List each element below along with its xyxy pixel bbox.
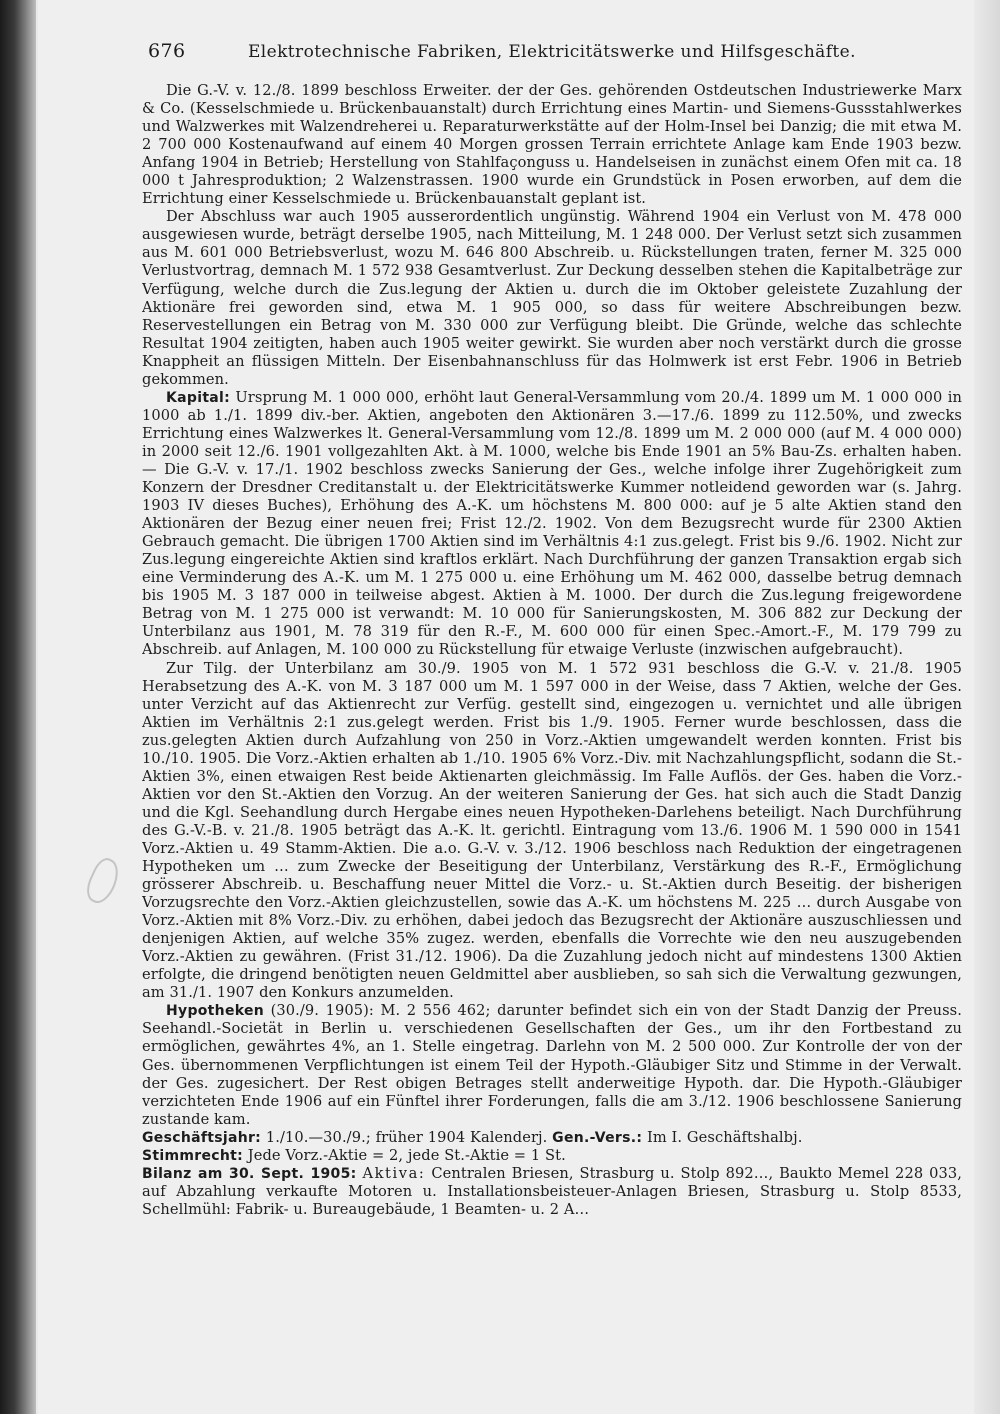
kapital-text: Ursprung M. 1 000 000, erhöht laut General-Versammlung vom 20./4. 1899 um M. 1 000 000 in 1000 ab 1./1. 1899 div.-ber. Aktien, angeboten den Aktionären 3.—17./6. 1899 zu 112.50%, und zwecks Errichtung eines Walzwerkes lt. General-Versammlung vom 12./8. 1899 um M. 2 000 000 (auf M. 4 000 000) in 2000 seit 12./6. 1901 vollgezahlten Akt. à M. 1000, welche bis Ende 1901 an 5% Bau-Zs. erhalten haben. — Die G.-V. v. 17./1. 1902 beschloss zwecks Sanierung der Ges., welche infolge ihrer Zugehörigkeit zum Konzern der Dresdner Creditanstalt u. der Elektricitätswerke Kummer notleidend geworden war (s. Jahrg. 1903 IV dieses Buches), Erhöhung des A.-K. um höchstens M. 800 000: auf je 5 alte Aktien stand den Aktionären der Bezug einer neuen frei; Frist 12./2. 1902. Von dem Bezugsrecht wurde für 2300 Aktien Gebrauch gemacht. Die übrigen 1700 Aktien sind im Verhältnis 4:1 zus.gelegt. Frist bis 9./6. 1902. Nicht zur Zus.legung eingereichte Aktien sind kraftlos erklärt. Nach Durchführung der ganzen Transaktion ergab sich eine Verminderung des A.-K. um M. 1 275 000 u. eine Erhöhung um M. 462 000, dasselbe betrug demnach bis 1905 M. 3 187 000 in teilweise abgest. Aktien à M. 1000. Der durch die Zus.legung freigewordene Betrag von M. 1 275 000 ist verwandt: M. 10 000 für Sanierungskosten, M. 306 882 zur Deckung der Unterbilanz aus 1901, M. 78 319 für den R.-F., M. 600 000 für einen Spec.-Amort.-F., M. 179 799 zu Abschreib. auf Anlagen, M. 100 000 zu Rückstellung für etwaige Verluste (inzwischen aufgebraucht).: [142, 388, 962, 659]
section-geschaeftsjahr: [142, 1129, 962, 1147]
running-header: [148, 40, 928, 70]
running-title: Elektrotechnische Fabriken, Elektricitätswerke und Hilfsgeschäfte.: [248, 42, 856, 62]
page-number: 676: [148, 40, 186, 62]
hypotheken-label: Hypotheken: [166, 1003, 265, 1020]
section-kapital: [142, 389, 962, 660]
stimmrecht-text: Jede Vorz.-Aktie = 2, jede St.-Aktie = 1 St.: [247, 1146, 566, 1164]
geschaeftsjahr-label: Geschäftsjahr:: [142, 1129, 262, 1146]
bilanz-text: Centralen Briesen, Strasburg u. Stolp 892…, Baukto Memel 228 033, auf Abzahlung verkaufte Motoren u. Installationsbeisteuer-Anlagen Briesen, Strasburg u. Stolp 8533, Schellmühl: Fabrik- u. Bureaugebäude, 1 Beamten- u. 2 A…: [142, 1164, 962, 1218]
scan-binding-shadow: [0, 0, 36, 1414]
paper-stain: [81, 855, 124, 908]
paragraph-intro: Die G.-V. v. 12./8. 1899 beschloss Erweiter. der der Ges. gehörenden Ostdeutschen Industriewerke Marx & Co. (Kesselschmiede u. Brückenbauanstalt) durch Errichtung eines Martin- und Siemens-Gussstahlwerkes und Walzwerkes mit Walzendreherei u. Reparaturwerkstätte auf der Holm-Insel bei Danzig; die mit etwa M. 2 700 000 Kostenaufwand auf einem 40 Morgen grossen Terrain errichtete Anlage kam Ende 1903 bezw. Anfang 1904 in Betrieb; Herstellung von Stahlfaçonguss u. Handelseisen in zunächst einem Ofen mit ca. 18 000 t Jahresproduktion; 2 Walzenstrassen. 1900 wurde ein Grundstück in Posen erworben, auf dem die Errichtung einer Kesselschmiede u. Brückenbauanstalt geplant ist.: [142, 82, 962, 208]
paragraph-abschluss: Der Abschluss war auch 1905 ausserordentlich ungünstig. Während 1904 ein Verlust von M. 478 000 ausgewiesen wurde, beträgt derselbe 1905, nach Mitteilung, M. 1 248 000. Der Verlust setzt sich zusammen aus M. 601 000 Betriebsverlust, wozu M. 646 800 Abschreib. u. Rückstellungen traten, ferner M. 325 000 Verlustvortrag, demnach M. 1 572 938 Gesamtverlust. Zur Deckung desselben stehen die Kapitalbeträge zur Verfügung, welche durch die Zus.legung der Aktien u. durch die im Oktober geleistete Zuzahlung der Aktionäre frei geworden sind, etwa M. 1 905 000, so dass für weitere Abschreibungen bezw. Reservestellungen ein Betrag von M. 330 000 zur Verfügung bleibt. Die Gründe, welche das schlechte Resultat 1904 zeitigten, haben auch 1905 weiter gewirkt. Sie wurden aber noch verstärkt durch die grosse Knappheit an flüssigen Mitteln. Der Eisenbahnanschluss für das Holmwerk ist erst Febr. 1906 in Betrieb gekommen.: [142, 208, 962, 388]
paragraph-unterbilanz: Zur Tilg. der Unterbilanz am 30./9. 1905 von M. 1 572 931 beschloss die G.-V. v. 21./8. 1905 Herabsetzung des A.-K. von M. 3 187 000 um M. 1 597 000 in der Weise, dass 7 Aktien, welche der Ges. unter Verzicht auf das Aktienrecht zur Verfüg. gestellt sind, eingezogen u. vernichtet und alle übrigen Aktien im Verhältnis 2:1 zus.gelegt werden. Frist bis 1./9. 1905. Ferner wurde beschlossen, dass die zus.gelegten Aktien durch Aufzahlung von 250 in Vorz.-Aktien umgewandelt werden konnten. Frist bis 10./10. 1905. Die Vorz.-Aktien erhalten ab 1./10. 1905 6% Vorz.-Div. mit Nachzahlungspflicht, sodann die St.-Aktien 3%, einen etwaigen Rest beide Aktienarten gleichmässig. Im Falle Auflös. der Ges. haben die Vorz.-Aktien vor den St.-Aktien den Vorzug. An der weiteren Sanierung der Ges. hat sich auch die Stadt Danzig und die Kgl. Seehandlung durch Hergabe eines neuen Hypotheken-Darlehens beteiligt. Nach Durchführung des G.-V.-B. v. 21./8. 1905 beträgt das A.-K. lt. gerichtl. Eintragung vom 13./6. 1906 M. 1 590 000 in 1541 Vorz.-Aktien u. 49 Stamm-Aktien. Die a.o. G.-V. v. 3./12. 1906 beschloss nach Reduktion der eingetragenen Hypotheken um … zum Zwecke der Beseitigung der Unterbilanz, Verstärkung des R.-F., Ermöglichung grösserer Abschreib. u. Beschaffung neuer Mittel die Vorz.- u. St.-Aktien durch Beseitig. der bisherigen Vorzugsrechte den Vorz.-Aktien gleichzustellen, sowie das A.-K. um höchstens M. 225 … durch Ausgabe von Vorz.-Aktien mit 8% Vorz.-Div. zu erhöhen, dabei jedoch das Bezugsrecht der Aktionäre auszuschliessen und denjenigen Aktien, auf welche 35% zugez. werden, ebenfalls die Vorrechte wie den neu auszugebenden Vorz.-Aktien zu gewähren. (Frist 31./12. 1906). Da die Zuzahlung jedoch nicht auf mindestens 1300 Aktien erfolgte, die dringend benötigten neuen Geldmittel aber ausblieben, so sah sich die Verwaltung gezwungen, am 31./1. 1907 den Konkurs anzumelden.: [142, 659, 962, 1002]
aktiva-label: Aktiva:: [362, 1164, 426, 1182]
geschaeftsjahr-text: 1./10.—30./9.; früher 1904 Kalenderj.: [265, 1128, 548, 1146]
gen-vers-text: Im I. Geschäftshalbj.: [647, 1128, 803, 1146]
kapital-label: Kapital:: [166, 389, 231, 406]
section-hypotheken: [142, 1002, 962, 1128]
hypotheken-text: (30./9. 1905): M. 2 556 462; darunter befindet sich ein von der Stadt Danzig der Preuss. Seehandl.-Societät in Berlin u. verschiedenen Gesellschaften der Ges., um ihr den Fortbestand zu ermöglichen, gewährtes 4%, an 1. Stelle eingetrag. Darlehn von M. 2 500 000. Zur Kontrolle der von der Ges. übernommenen Verpflichtungen ist einem Teil der Hypoth.-Gläubiger Sitz und Stimme in der Verwalt. der Ges. zugesichert. Der Rest obigen Betrages stellt anderweitige Hypoth. dar. Die Hypoth.-Gläubiger verzichteten Ende 1906 auf ein Fünftel ihrer Forderungen, falls die am 3./12. 1906 beschlossene Sanierung zustande kam.: [142, 1002, 962, 1128]
section-bilanz: [142, 1165, 962, 1219]
bilanz-label: Bilanz am 30. Sept. 1905:: [142, 1165, 357, 1182]
scan-edge: [970, 0, 1000, 1414]
section-stimmrecht: [142, 1147, 962, 1165]
document-body: [142, 82, 962, 1402]
stimmrecht-label: Stimmrecht:: [142, 1147, 244, 1164]
gen-vers-label: Gen.-Vers.:: [552, 1129, 643, 1146]
